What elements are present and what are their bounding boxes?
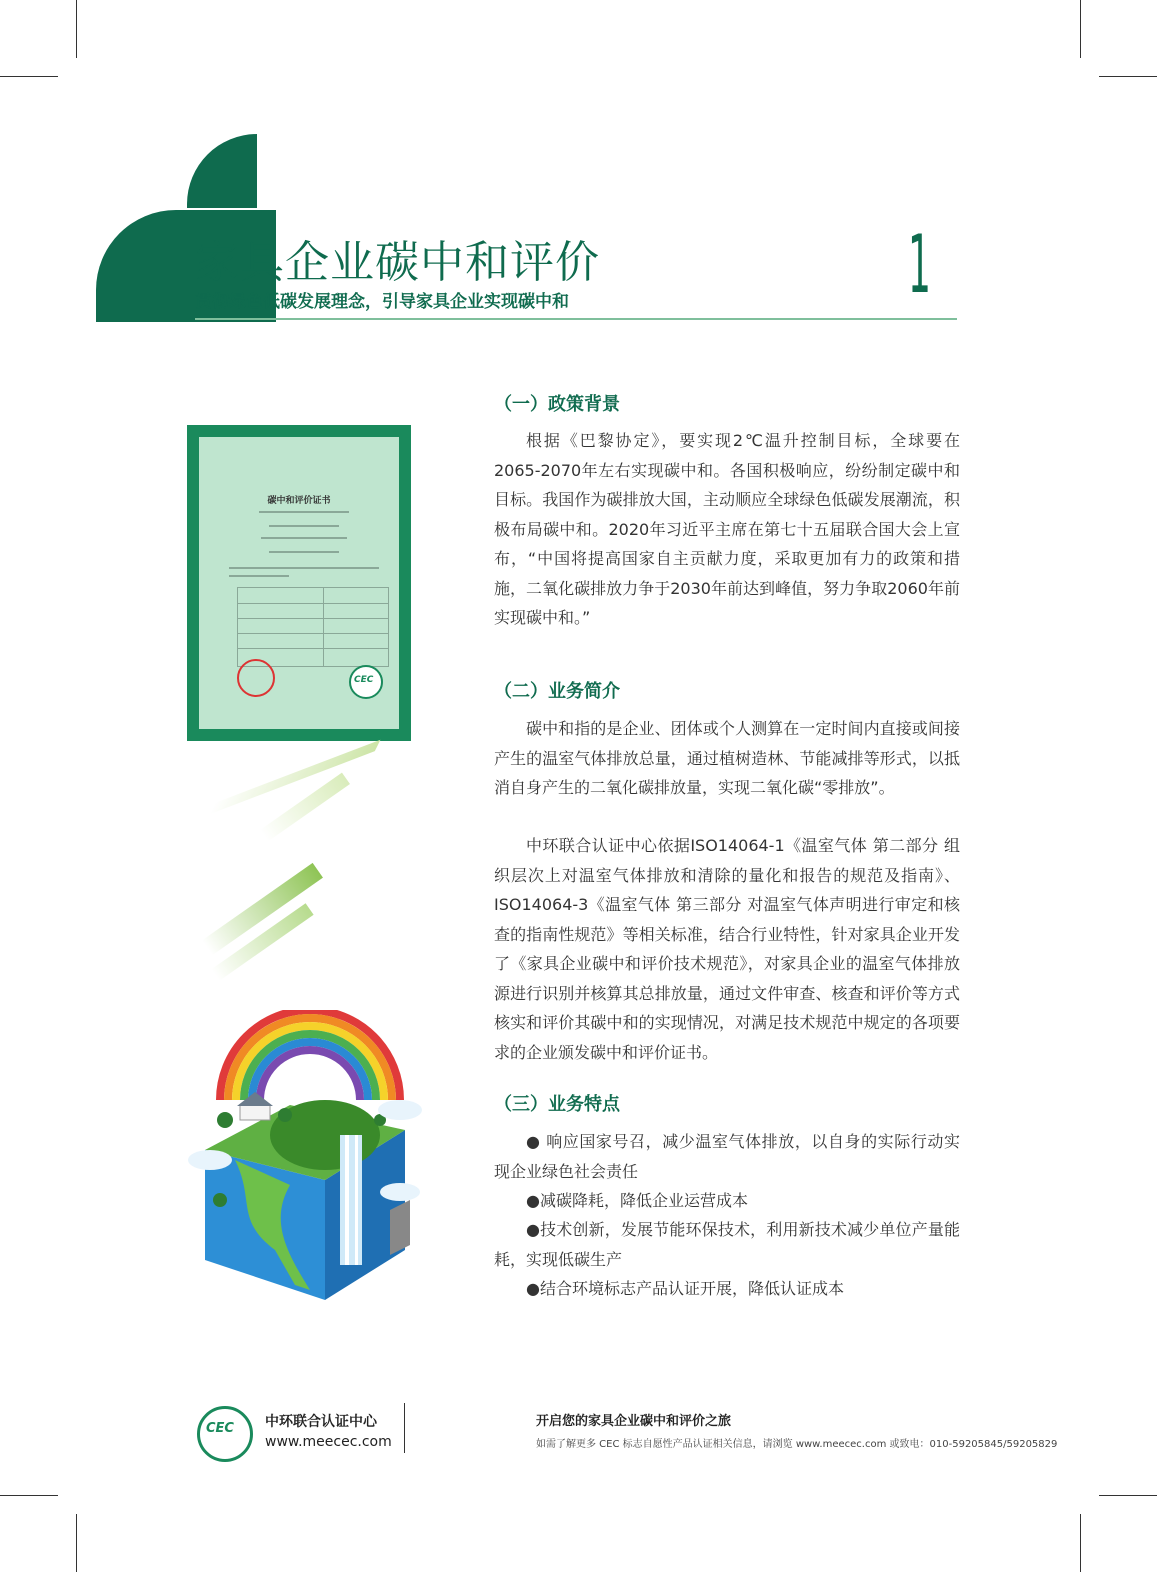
section-paragraph: 碳中和指的是企业、团体或个人测算在一定时间内直接或间接产生的温室气体排放总量，通过植树造林、节能减排等形式，以抵消自身产生的二氧化碳排放量，实现二氧化碳“零排放”。 bbox=[494, 719, 960, 797]
crop-mark bbox=[0, 76, 58, 77]
certificate-image bbox=[187, 425, 411, 741]
section-heading: （三）业务特点 bbox=[494, 1094, 620, 1115]
footer-divider bbox=[404, 1403, 405, 1453]
page-subtitle: 贯彻绿色低碳发展理念，引导家具企业实现碳中和 bbox=[195, 292, 569, 312]
certificate-title: 碳中和评价证书 bbox=[267, 496, 331, 506]
cec-logo-icon: CEC bbox=[349, 665, 383, 699]
certificate-text-line bbox=[269, 551, 339, 553]
footer-slogan: 开启您的家具企业碳中和评价之旅 bbox=[536, 1414, 732, 1429]
certificate-text-line bbox=[229, 567, 379, 569]
section-paragraph: 根据《巴黎协定》，要实现2℃温升控制目标，全球要在2065-2070年左右实现碳中和。各国积极响应，纷纷制定碳中和目标。我国作为碳排放大国，主动顺应全球绿色低碳发展潮流，积极布局碳中和。2020年习近平主席在第七十五届联合国大会上宣布，“中国将提高国家自主贡献力度，采取更加有力的政策和措施，二氧化碳排放力争于2030年前达到峰值，努力争取2060年前实现碳中和。” bbox=[494, 431, 960, 627]
crop-mark bbox=[76, 0, 77, 58]
bullet-item: ●减碳降耗，降低企业运营成本 bbox=[526, 1191, 748, 1210]
bullet-item: ●结合环境标志产品认证开展，降低认证成本 bbox=[526, 1279, 844, 1298]
crop-mark bbox=[1080, 0, 1081, 58]
section-heading: （一）政策背景 bbox=[494, 394, 620, 415]
cec-logo-icon: CEC bbox=[197, 1406, 253, 1462]
section-paragraph: 中环联合认证中心依据ISO14064-1《温室气体 第二部分 组织层次上对温室气体排放和清除的量化和报告的规范及指南》、ISO14064-3《温室气体 第三部分 对温室气体声明进行审定和核查的指南性规范》等相关标准，结合行业特性，针对家具企业开发了《家具企业碳中和评价技术规范》，对家具企业的温室气体排放源进行识别并核算其总排放量，通过文件审查、核查和评价等方式核实和评价其碳中和的实现情况，对满足技术规范中规定的各项要求的企业颁发碳中和评价证书。 bbox=[494, 836, 960, 1062]
eco-cube-illustration bbox=[175, 1010, 435, 1310]
section-heading: （二）业务简介 bbox=[494, 681, 620, 702]
certificate-text-line bbox=[229, 575, 289, 577]
crop-mark bbox=[1099, 1495, 1157, 1496]
seal-stamp bbox=[237, 659, 275, 697]
certificate-text-line bbox=[269, 525, 339, 527]
leaf-decoration bbox=[187, 134, 257, 208]
bullet-item: ●技术创新，发展节能环保技术，利用新技术减少单位产量能耗，实现低碳生产 bbox=[494, 1220, 960, 1269]
header-divider bbox=[195, 318, 957, 320]
org-name: 中环联合认证中心 bbox=[265, 1414, 377, 1430]
certificate-table bbox=[237, 587, 389, 667]
crop-mark bbox=[1099, 76, 1157, 77]
bullet-item: ● 响应国家号召，减少温室气体排放，以自身的实际行动实现企业绿色社会责任 bbox=[494, 1132, 960, 1181]
crop-mark bbox=[0, 1495, 58, 1496]
leaf-decoration bbox=[96, 210, 186, 322]
footer-contact: 如需了解更多 CEC 标志自愿性产品认证相关信息，请浏览 www.meecec.com 或致电：010-59205845/59205829 bbox=[536, 1439, 1058, 1450]
certificate-text-line bbox=[261, 537, 347, 539]
stripe-decoration bbox=[210, 740, 381, 815]
crop-mark bbox=[76, 1514, 77, 1572]
page-title: 家具企业碳中和评价 bbox=[195, 237, 600, 288]
chapter-number: 1 bbox=[908, 218, 931, 311]
crop-mark bbox=[1080, 1514, 1081, 1572]
website-link[interactable]: www.meecec.com bbox=[265, 1434, 392, 1450]
certificate-text-line bbox=[259, 511, 349, 513]
